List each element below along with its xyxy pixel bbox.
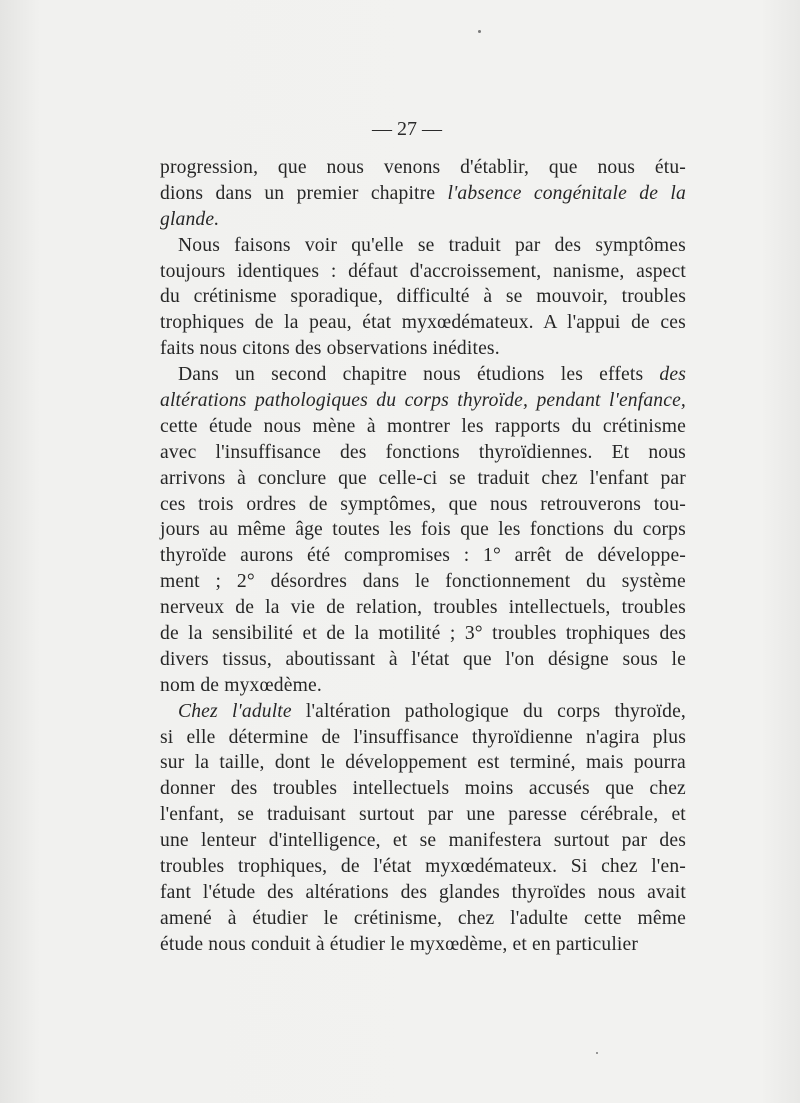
text-line: de la sensibilité et de la motilité ; 3° troubles trophiques des — [160, 623, 687, 645]
text-line: dions dans un premier chapitre l'absence congénitale de la — [160, 182, 686, 204]
paragraph — [160, 699, 686, 958]
text-line: Dans un second chapitre nous étudions les effets des — [178, 364, 686, 386]
text-line: trophiques de la peau, état myxœdémateux. A l'appui de ces — [160, 312, 686, 334]
text-line: l'enfant, se traduisant surtout par une paresse cérébrale, et — [160, 804, 686, 826]
paper-speck — [596, 1052, 598, 1054]
paragraph — [160, 233, 686, 362]
text-line: altérations pathologiques du corps thyroïde, pendant l'enfance, — [160, 390, 686, 412]
page-number: — 27 — — [372, 118, 442, 140]
text-line: sur la taille, dont le développement est terminé, mais pourra — [160, 752, 686, 774]
paper-speck — [478, 30, 481, 33]
text-line: amené à étudier le crétinisme, chez l'adulte cette même — [160, 907, 686, 929]
paragraph — [160, 155, 686, 233]
text-line: étude nous conduit à étudier le myxœdème, et en particulier — [160, 933, 639, 955]
text-line: glande. — [160, 208, 220, 230]
text-line: avec l'insuffisance des fonctions thyroïdiennes. Et nous — [160, 441, 686, 463]
text-line: cette étude nous mène à montrer les rapports du crétinisme — [160, 415, 686, 437]
text-line: nerveux de la vie de relation, troubles intellectuels, troubles — [160, 597, 686, 619]
text-line: arrivons à conclure que celle-ci se traduit chez l'enfant par — [160, 467, 686, 489]
body-text — [160, 155, 686, 958]
text-line: jours au même âge toutes les fois que les fonctions du corps — [160, 519, 686, 541]
text-line: ces trois ordres de symptômes, que nous retrouverons tou- — [160, 493, 686, 515]
text-line: ment ; 2° désordres dans le fonctionnement du système — [160, 571, 686, 593]
text-line: faits nous citons des observations inédites. — [160, 338, 500, 360]
text-line: Nous faisons voir qu'elle se traduit par des symptômes — [178, 234, 686, 256]
text-line: divers tissus, aboutissant à l'état que l'on désigne sous le — [160, 648, 686, 670]
paragraph — [160, 362, 686, 699]
text-line: nom de myxœdème. — [160, 674, 322, 696]
text-line: Chez l'adulte l'altération pathologique du corps thyroïde, — [178, 700, 686, 722]
text-line: thyroïde aurons été compromises : 1° arrêt de développe- — [160, 545, 686, 567]
text-line: progression, que nous venons d'établir, que nous étu- — [160, 157, 686, 178]
text-line: troubles trophiques, de l'état myxœdémateux. Si chez l'en- — [160, 856, 686, 878]
text-line: fant l'étude des altérations des glandes thyroïdes nous avait — [160, 881, 686, 903]
text-line: une lenteur d'intelligence, et se manifestera surtout par des — [160, 830, 686, 852]
text-line: toujours identiques : défaut d'accroissement, nanisme, aspect — [160, 260, 686, 282]
text-line: du crétinisme sporadique, difficulté à se mouvoir, troubles — [160, 286, 686, 308]
text-line: si elle détermine de l'insuffisance thyroïdienne n'agira plus — [160, 726, 686, 748]
text-line: donner des troubles intellectuels moins accusés que chez — [160, 778, 686, 800]
